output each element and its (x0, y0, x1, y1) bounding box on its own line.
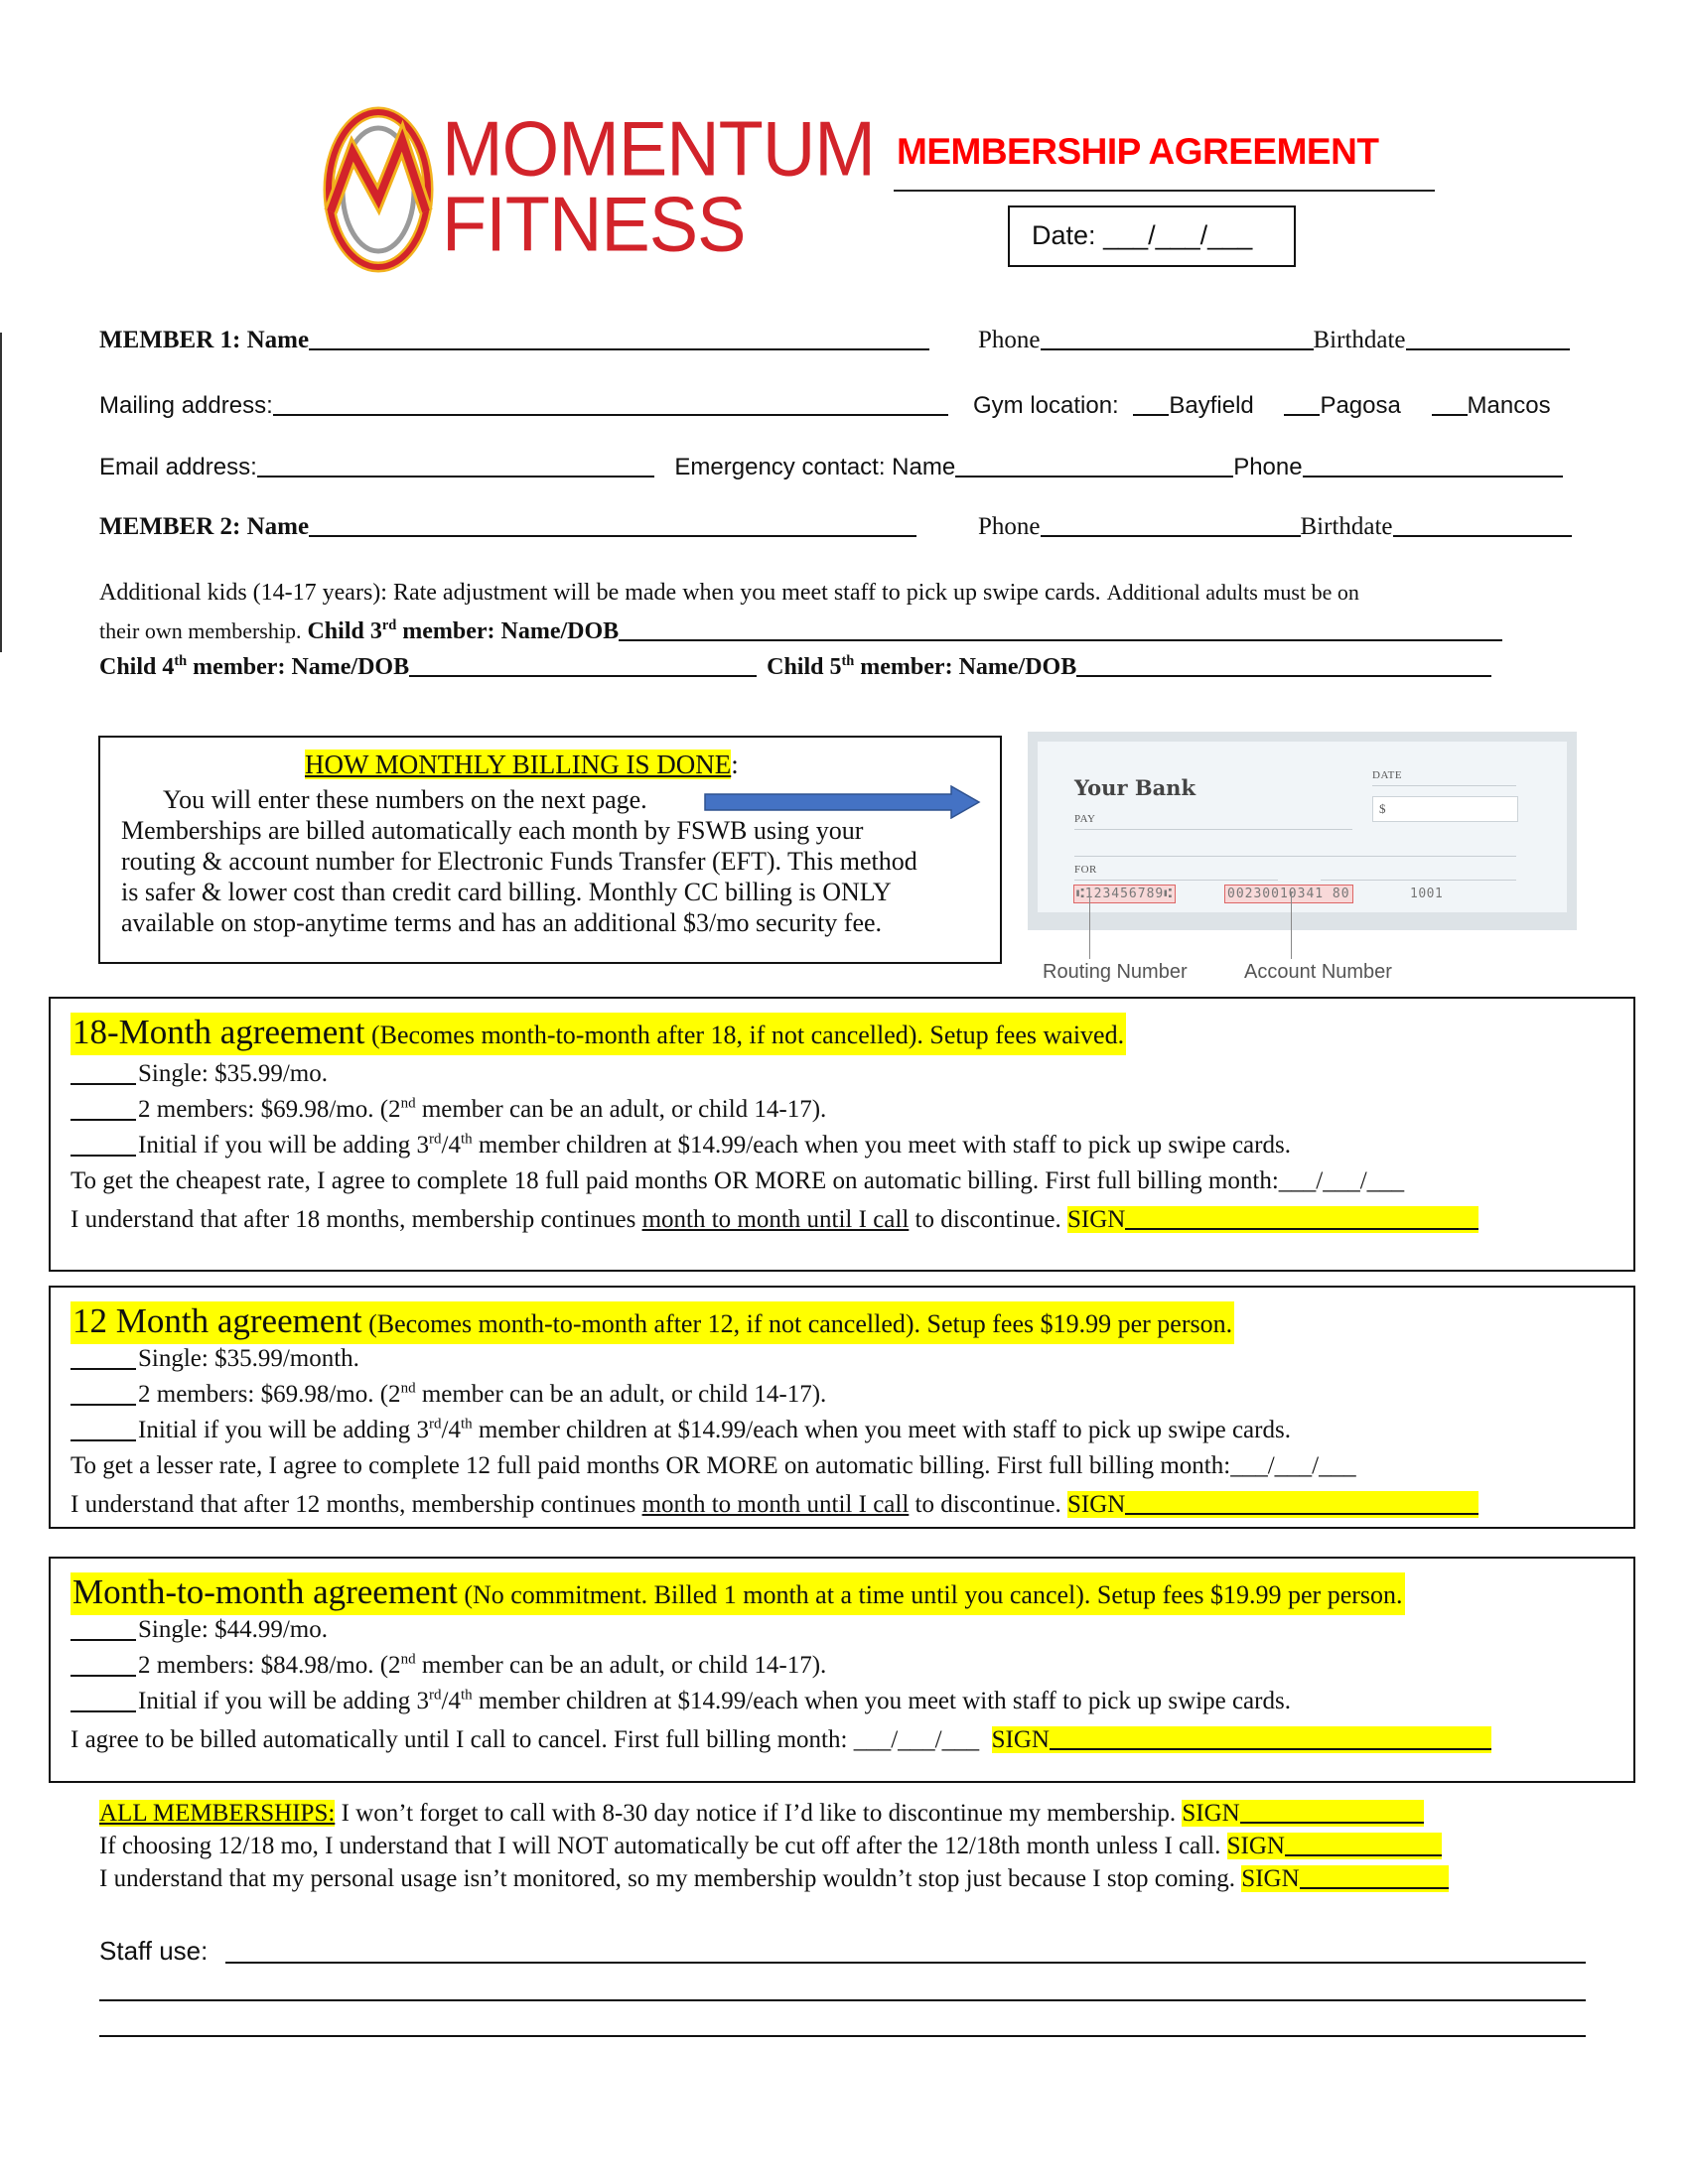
agreement-18-understand: I understand that after 18 months, membership continues month to month until I call to discontinue. SIGN (70, 1203, 1478, 1234)
option-12-single-blank[interactable] (70, 1346, 136, 1370)
option-mtm-single-blank[interactable] (70, 1617, 136, 1641)
account-number-caption: Account Number (1244, 961, 1392, 983)
option-18-single: Single: $35.99/mo. (70, 1060, 328, 1088)
member2-phone-row (978, 510, 1572, 541)
member1-phone-input[interactable] (1041, 324, 1314, 350)
billing-month-18-input[interactable]: ___/___/___ (1278, 1167, 1405, 1194)
option-12-single: Single: $35.99/month. (70, 1345, 359, 1373)
member2-name-row (99, 510, 916, 541)
option-mtm-initial-blank[interactable] (70, 1689, 136, 1712)
check-bank-name: Your Bank (1074, 775, 1196, 800)
date-blank[interactable]: ___/___/___ (1103, 220, 1253, 250)
margin-rule (0, 333, 2, 652)
member1-phone-row (978, 324, 1570, 354)
kids-adults-note-2: their own membership. (99, 618, 302, 643)
title-divider (894, 190, 1435, 192)
bayfield-label: Bayfield (1169, 392, 1254, 419)
account-pointer-line (1291, 891, 1292, 959)
email-label: Email address: (99, 454, 257, 480)
member2-name-label: MEMBER 2: Name (99, 513, 310, 540)
agreement-month-to-month (49, 1557, 1635, 1783)
emergency-contact-label: Emergency contact: Name (674, 454, 956, 480)
kids-row-3 (99, 651, 1491, 681)
member1-name-label: MEMBER 1: Name (99, 327, 310, 353)
check-serial-number: 1001 (1410, 887, 1444, 901)
agreement-12-understand: I understand that after 12 months, membership continues month to month until I call to discontinue. SIGN (70, 1488, 1478, 1519)
option-18-initial-blank[interactable] (70, 1133, 136, 1157)
arrow-right-icon (703, 785, 981, 819)
all-memberships-line-3: I understand that my personal usage isn’t monitored, so my membership wouldn’t stop just because I stop coming. SIGN (99, 1862, 1449, 1895)
staff-use-line-2[interactable] (99, 1999, 1586, 2001)
gym-location-label: Gym location: (973, 392, 1119, 419)
child4-label: Child 4th member: Name/DOB (99, 653, 410, 680)
member2-birthdate-label: Birthdate (1300, 513, 1393, 540)
date-label: Date: (1032, 220, 1096, 250)
option-mtm-two: 2 members: $84.98/mo. (2nd member can be an adult, or child 14-17). (70, 1652, 826, 1680)
gym-location-row (973, 390, 1551, 420)
option-mtm-single: Single: $44.99/mo. (70, 1616, 328, 1644)
option-12-two-blank[interactable] (70, 1382, 136, 1406)
logo-emblem-icon (323, 104, 437, 273)
pagosa-checkbox[interactable] (1284, 390, 1320, 416)
option-18-initial: Initial if you will be adding 3rd/4th member children at $14.99/each when you meet with staff to pick up swipe cards. (70, 1132, 1291, 1160)
member2-phone-label: Phone (978, 513, 1041, 540)
date-field[interactable] (1008, 205, 1296, 267)
all-memberships-line-2: If choosing 12/18 mo, I understand that I will NOT automatically be cut off after the 12/18th month unless I call. SIGN (99, 1830, 1449, 1862)
member1-name-row (99, 324, 929, 354)
billing-month-12-input[interactable]: ___/___/___ (1230, 1452, 1356, 1479)
mailing-address-label: Mailing address: (99, 392, 273, 419)
child5-label: Child 5th member: Name/DOB (767, 653, 1077, 680)
member1-name-input[interactable] (309, 324, 929, 350)
agreement-mtm-title: Month-to-month agreement (No commitment. Billed 1 month at a time until you cancel). Setup fees $19.99 per person. (70, 1572, 1405, 1615)
page-title: MEMBERSHIP AGREEMENT (897, 131, 1379, 172)
check-for-label: FOR (1074, 864, 1097, 876)
agreement-12-commit: To get a lesser rate, I agree to complete 12 full paid months OR MORE on automatic billing. First full billing month:___/___/___ (70, 1452, 1356, 1479)
sign-all-3[interactable]: SIGN (1241, 1865, 1448, 1892)
check-routing-number: ⑆123456789⑆ (1073, 885, 1176, 903)
billing-line-2: Memberships are billed automatically each month by FSWB using your (121, 816, 864, 845)
billing-line-1: You will enter these numbers on the next page. (163, 785, 647, 814)
kids-note-line2 (99, 615, 1502, 645)
emergency-phone-label: Phone (1233, 454, 1303, 480)
agreement-18-commit: To get the cheapest rate, I agree to complete 18 full paid months OR MORE on automatic billing. First full billing month:___/___/___ (70, 1167, 1405, 1194)
email-input[interactable] (257, 452, 654, 478)
logo-text-fitness: FITNESS (442, 180, 746, 268)
mancos-checkbox[interactable] (1432, 390, 1468, 416)
member2-name-input[interactable] (309, 510, 916, 537)
sign-12-field[interactable]: SIGN (1067, 1491, 1478, 1518)
member2-birthdate-input[interactable] (1393, 510, 1572, 537)
routing-number-caption: Routing Number (1043, 961, 1188, 983)
check-account-number: 00230010341 80 (1224, 885, 1353, 903)
member1-phone-label: Phone (978, 327, 1041, 353)
agreement-18-month (49, 997, 1635, 1272)
kids-note-text: Additional kids (14-17 years): Rate adjustment will be made when you meet staff to pick up swipe cards. (99, 580, 1101, 606)
billing-info-box (98, 736, 1002, 964)
sample-check-image (1028, 732, 1577, 930)
sign-18-field[interactable]: SIGN (1067, 1206, 1478, 1233)
check-pay-label: PAY (1074, 813, 1096, 825)
child3-label: Child 3rd member: Name/DOB (307, 617, 620, 644)
option-mtm-two-blank[interactable] (70, 1653, 136, 1677)
pagosa-label: Pagosa (1320, 392, 1401, 419)
agreement-12-month (49, 1286, 1635, 1529)
member1-birthdate-input[interactable] (1406, 324, 1570, 350)
member2-phone-input[interactable] (1041, 510, 1301, 537)
all-memberships-line-1: ALL MEMBERSHIPS: I won’t forget to call with 8-30 day notice if I’d like to discontinue my membership. SIGN (99, 1797, 1449, 1830)
child4-input[interactable] (409, 651, 757, 677)
contact-row (99, 452, 1563, 481)
option-12-initial-blank[interactable] (70, 1418, 136, 1441)
option-12-initial: Initial if you will be adding 3rd/4th member children at $14.99/each when you meet with staff to pick up swipe cards. (70, 1417, 1291, 1444)
billing-month-mtm-input[interactable]: ___/___/___ (853, 1726, 980, 1753)
bayfield-checkbox[interactable] (1133, 390, 1169, 416)
kids-note-line1 (99, 580, 1359, 607)
emergency-phone-input[interactable] (1303, 452, 1563, 478)
option-18-two-blank[interactable] (70, 1097, 136, 1121)
billing-line-3: routing & account number for Electronic Funds Transfer (EFT). This method (121, 847, 917, 876)
mailing-address-input[interactable] (273, 390, 948, 416)
agreement-12-title: 12 Month agreement (Becomes month-to-month after 12, if not cancelled). Setup fees $19.99 per person. (70, 1301, 1234, 1344)
option-18-two: 2 members: $69.98/mo. (2nd member can be an adult, or child 14-17). (70, 1096, 826, 1124)
momentum-fitness-logo (323, 104, 879, 273)
sign-all-1[interactable]: SIGN (1182, 1800, 1423, 1827)
all-memberships-section (99, 1797, 1449, 1895)
kids-adults-note: Additional adults must be on (1106, 580, 1359, 605)
option-12-two: 2 members: $69.98/mo. (2nd member can be an adult, or child 14-17). (70, 1381, 826, 1409)
option-mtm-initial: Initial if you will be adding 3rd/4th member children at $14.99/each when you meet with staff to pick up swipe cards. (70, 1688, 1291, 1715)
member1-birthdate-label: Birthdate (1313, 327, 1406, 353)
sign-all-2[interactable]: SIGN (1227, 1833, 1442, 1859)
mailing-row (99, 390, 948, 420)
agreement-mtm-commit: I agree to be billed automatically until I call to cancel. First full billing month: ___/___/___ SIGN (70, 1723, 1491, 1754)
logo-text-momentum: MOMENTUM (442, 104, 875, 193)
staff-use-line-3[interactable] (99, 2035, 1586, 2037)
routing-pointer-line (1089, 891, 1090, 959)
staff-use-line-1[interactable] (225, 1962, 1586, 1964)
all-memberships-label: ALL MEMBERSHIPS: (99, 1800, 336, 1827)
child3-input[interactable] (619, 615, 1502, 641)
staff-use-label: Staff use: (99, 1936, 209, 1966)
child5-input[interactable] (1076, 651, 1491, 677)
mancos-label: Mancos (1467, 392, 1551, 419)
sign-mtm-field[interactable]: SIGN (992, 1726, 1491, 1753)
agreement-18-title: 18-Month agreement (Becomes month-to-month after 18, if not cancelled). Setup fees waived. (70, 1013, 1126, 1055)
check-amount-box: $ (1372, 796, 1518, 822)
option-18-single-blank[interactable] (70, 1061, 136, 1085)
billing-title: HOW MONTHLY BILLING IS DONE: (305, 750, 739, 779)
billing-line-5: available on stop-anytime terms and has an additional $3/mo security fee. (121, 908, 883, 937)
billing-line-4: is safer & lower cost than credit card billing. Monthly CC billing is ONLY (121, 878, 892, 906)
check-date-label: DATE (1372, 769, 1403, 781)
emergency-name-input[interactable] (955, 452, 1233, 478)
